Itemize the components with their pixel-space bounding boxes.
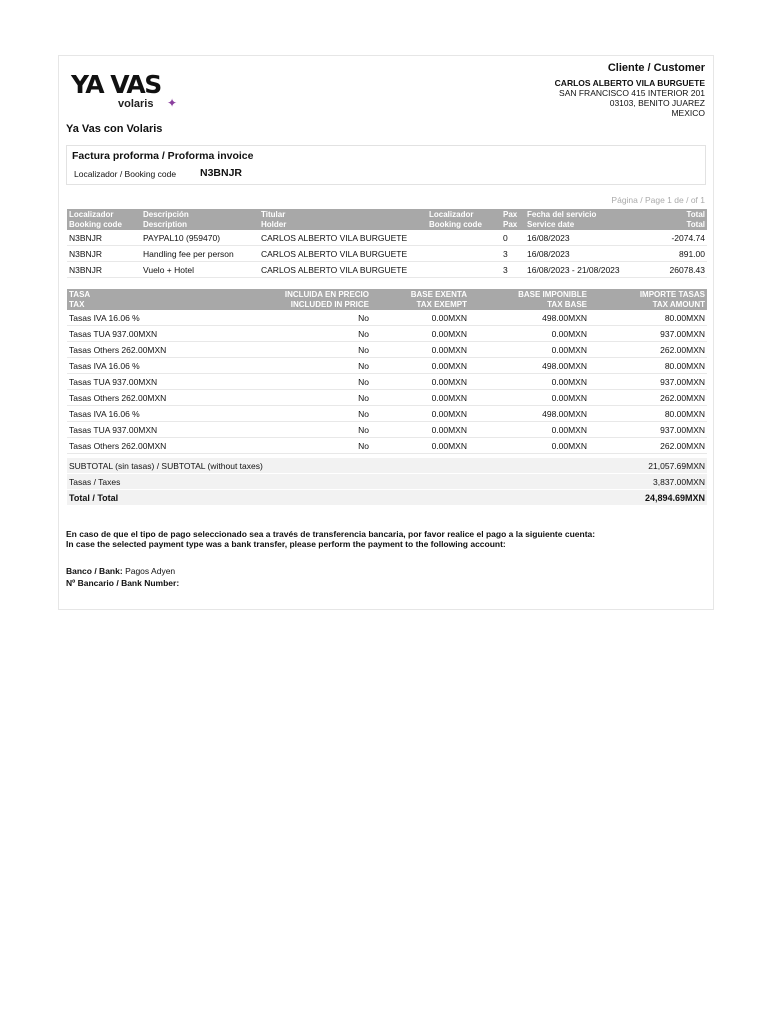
table-cell: No	[227, 390, 371, 406]
taxes-header-2: BASE EXENTA TAX EXEMPT	[371, 289, 469, 310]
table-cell: 262.00MXN	[589, 438, 707, 454]
table-cell: 80.00MXN	[589, 358, 707, 374]
payment-notes	[66, 529, 696, 549]
bookings-header-4: Pax Pax	[501, 209, 525, 230]
taxes-table	[67, 289, 707, 454]
table-cell: 262.00MXN	[589, 390, 707, 406]
table-cell: 0.00MXN	[469, 326, 589, 342]
table-row	[67, 358, 707, 374]
table-cell: N3BNJR	[67, 262, 141, 278]
table-cell: 937.00MXN	[589, 326, 707, 342]
table-cell: 3	[501, 246, 525, 262]
bookings-header-6: Total Total	[627, 209, 707, 230]
table-cell: No	[227, 342, 371, 358]
table-cell: -2074.74	[627, 230, 707, 246]
bank-value: Pagos Adyen	[125, 566, 176, 576]
bookings-header-0: Localizador Booking code	[67, 209, 141, 230]
table-cell: No	[227, 310, 371, 326]
customer-country: MEXICO	[671, 108, 705, 118]
taxes-row	[67, 474, 707, 490]
bank-info	[66, 565, 179, 589]
table-cell: 0.00MXN	[371, 326, 469, 342]
table-cell: Handling fee per person	[141, 246, 259, 262]
table-cell: Tasas Others 262.00MXN	[67, 390, 227, 406]
subtotal-label: SUBTOTAL (sin tasas) / SUBTOTAL (without taxes)	[67, 458, 547, 474]
table-cell	[427, 262, 501, 278]
table-cell: No	[227, 406, 371, 422]
table-cell: 0.00MXN	[469, 422, 589, 438]
company-name: Ya Vas con Volaris	[66, 123, 163, 135]
booking-code: N3BNJR	[200, 167, 243, 179]
table-cell: No	[227, 374, 371, 390]
ya-vas-logo: YA VAS volaris ✦	[71, 70, 178, 110]
bank-number-label: Nº Bancario / Bank Number:	[66, 578, 180, 588]
total-label: Total / Total	[67, 490, 547, 506]
table-row	[67, 246, 707, 262]
table-row	[67, 310, 707, 326]
table-cell: No	[227, 326, 371, 342]
table-row	[67, 230, 707, 246]
taxes-value: 3,837.00MXN	[547, 474, 707, 490]
table-cell: No	[227, 358, 371, 374]
table-row	[67, 374, 707, 390]
table-row	[67, 262, 707, 278]
bookings-header-2: Titular Holder	[259, 209, 427, 230]
total-row	[67, 490, 707, 506]
table-cell: 498.00MXN	[469, 358, 589, 374]
table-cell: 498.00MXN	[469, 406, 589, 422]
table-cell: 80.00MXN	[589, 406, 707, 422]
table-cell: No	[227, 438, 371, 454]
payment-note-en: In case the selected payment type was a bank transfer, please perform the payment to the following account:	[66, 539, 506, 549]
table-cell: Tasas TUA 937.00MXN	[67, 422, 227, 438]
table-cell: PAYPAL10 (959470)	[141, 230, 259, 246]
table-cell: 0.00MXN	[371, 422, 469, 438]
table-cell: 0	[501, 230, 525, 246]
table-cell: Tasas Others 262.00MXN	[67, 438, 227, 454]
table-row	[67, 438, 707, 454]
table-cell: 0.00MXN	[469, 438, 589, 454]
table-cell	[427, 246, 501, 262]
proforma-box	[66, 145, 706, 185]
table-cell: Tasas TUA 937.00MXN	[67, 326, 227, 342]
table-cell: Tasas IVA 16.06 %	[67, 358, 227, 374]
table-cell: 0.00MXN	[371, 358, 469, 374]
taxes-header-0: TASA TAX	[67, 289, 227, 310]
table-cell: 16/08/2023	[525, 246, 627, 262]
table-cell: 0.00MXN	[371, 374, 469, 390]
table-cell: 0.00MXN	[469, 374, 589, 390]
subtotal-value: 21,057.69MXN	[547, 458, 707, 474]
subtotal-row	[67, 458, 707, 474]
taxes-header-4: IMPORTE TASAS TAX AMOUNT	[589, 289, 707, 310]
taxes-header-3: BASE IMPONIBLE TAX BASE	[469, 289, 589, 310]
table-cell: 937.00MXN	[589, 422, 707, 438]
pagination: Página / Page 1 de / of 1	[611, 195, 705, 205]
customer-address-line1: SAN FRANCISCO 415 INTERIOR 201	[559, 88, 705, 98]
table-cell: N3BNJR	[67, 230, 141, 246]
booking-code-label: Localizador / Booking code	[74, 169, 177, 179]
table-row	[67, 390, 707, 406]
table-cell: 262.00MXN	[589, 342, 707, 358]
table-cell: 26078.43	[627, 262, 707, 278]
bookings-header-5: Fecha del servicio Service date	[525, 209, 627, 230]
table-cell: 0.00MXN	[371, 310, 469, 326]
table-cell: Tasas TUA 937.00MXN	[67, 374, 227, 390]
table-cell: CARLOS ALBERTO VILA BURGUETE	[259, 262, 427, 278]
table-cell: N3BNJR	[67, 246, 141, 262]
customer-name: CARLOS ALBERTO VILA BURGUETE	[554, 78, 705, 88]
table-row	[67, 406, 707, 422]
taxes-label: Tasas / Taxes	[67, 474, 547, 490]
table-row	[67, 342, 707, 358]
table-cell: 0.00MXN	[371, 390, 469, 406]
table-cell: 16/08/2023	[525, 230, 627, 246]
table-cell: Tasas Others 262.00MXN	[67, 342, 227, 358]
total-value: 24,894.69MXN	[547, 490, 707, 506]
table-cell: CARLOS ALBERTO VILA BURGUETE	[259, 246, 427, 262]
table-cell: 0.00MXN	[371, 342, 469, 358]
bookings-table	[67, 209, 707, 278]
customer-address-line2: 03103, BENITO JUAREZ	[609, 98, 705, 108]
table-cell: Tasas IVA 16.06 %	[67, 406, 227, 422]
table-cell: 937.00MXN	[589, 374, 707, 390]
payment-note-es: En caso de que el tipo de pago seleccionado sea a través de transferencia bancaria, por favor realice el pago a la siguiente cuenta:	[66, 529, 596, 539]
totals-table	[67, 458, 707, 506]
table-cell: 16/08/2023 - 21/08/2023	[525, 262, 627, 278]
bookings-header-1: Descripción Description	[141, 209, 259, 230]
taxes-header-1: INCLUIDA EN PRECIO INCLUDED IN PRICE	[227, 289, 371, 310]
customer-title: Cliente / Customer	[607, 62, 705, 74]
table-cell	[427, 230, 501, 246]
table-cell: Vuelo + Hotel	[141, 262, 259, 278]
table-cell: 0.00MXN	[371, 438, 469, 454]
bookings-header-3: Localizador Booking code	[427, 209, 501, 230]
customer-block	[555, 62, 705, 118]
table-cell: CARLOS ALBERTO VILA BURGUETE	[259, 230, 427, 246]
star-icon: ✦	[167, 96, 178, 110]
invoice-page	[58, 55, 714, 610]
table-cell: No	[227, 422, 371, 438]
table-row	[67, 326, 707, 342]
table-cell: 891.00	[627, 246, 707, 262]
table-cell: 498.00MXN	[469, 310, 589, 326]
table-cell: 3	[501, 262, 525, 278]
table-cell: 80.00MXN	[589, 310, 707, 326]
table-cell: 0.00MXN	[469, 390, 589, 406]
table-cell: 0.00MXN	[371, 406, 469, 422]
table-cell: Tasas IVA 16.06 %	[67, 310, 227, 326]
table-row	[67, 422, 707, 438]
bank-label: Banco / Bank:	[66, 566, 123, 576]
proforma-title: Factura proforma / Proforma invoice	[72, 150, 254, 162]
table-cell: 0.00MXN	[469, 342, 589, 358]
